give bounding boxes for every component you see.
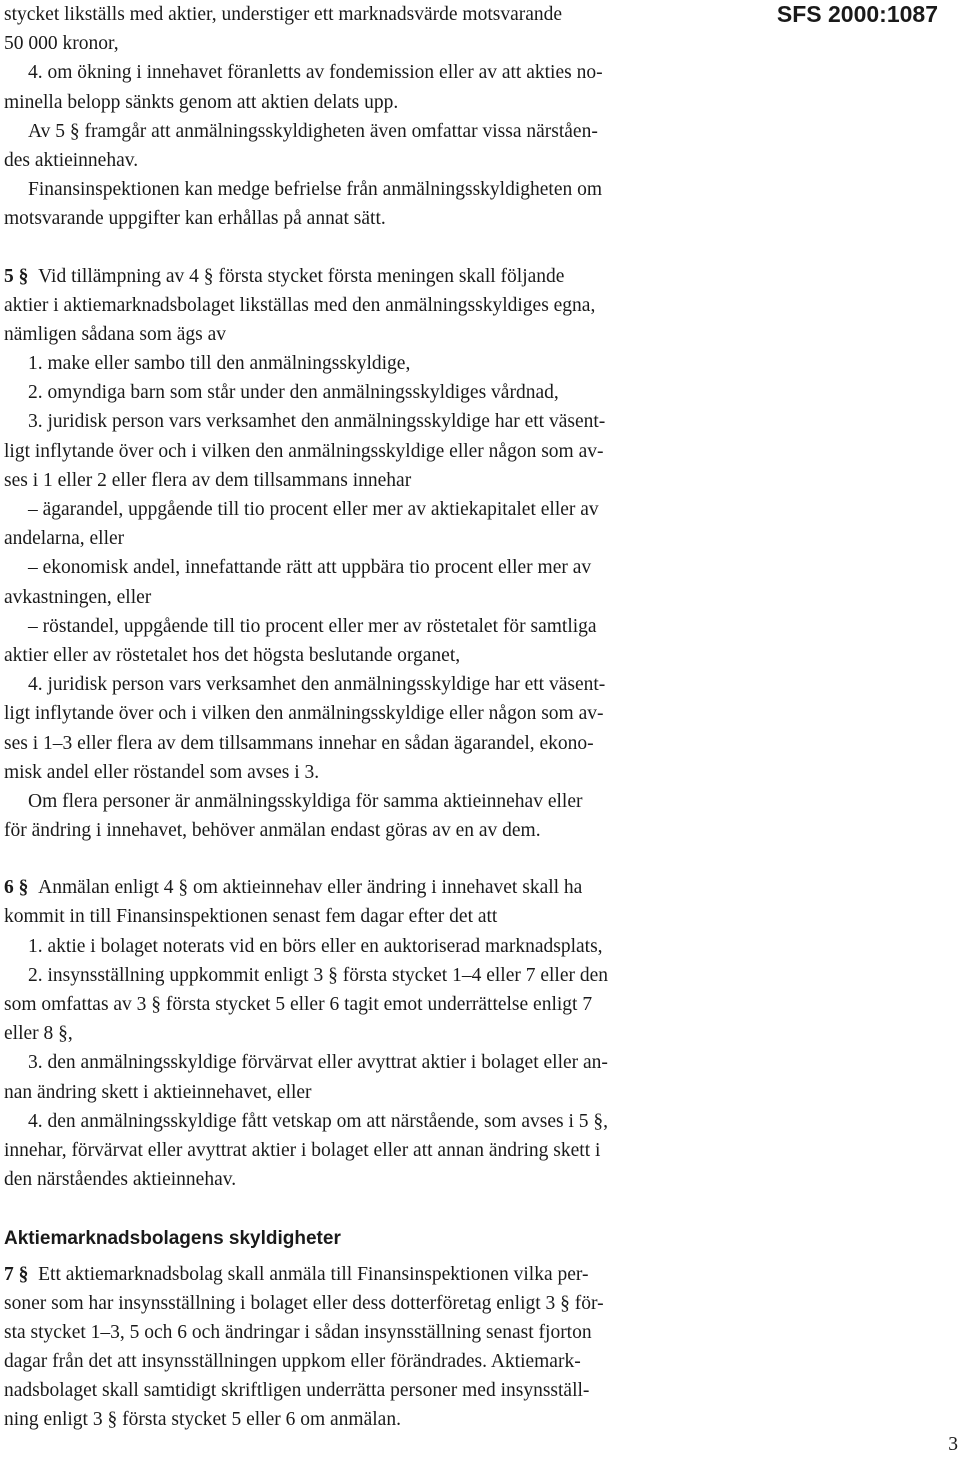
text-line: ligt inflytande över och i vilken den anmälningsskyldige eller någon som av- — [4, 703, 604, 725]
list-item: 1. aktie i bolaget noterats vid en börs eller en auktoriserad marknadsplats, — [28, 935, 603, 957]
text-line: nan ändring skett i aktieinnehavet, eller — [4, 1081, 312, 1103]
text-line: den närståendes aktieinnehav. — [4, 1169, 237, 1191]
text-line: sta stycket 1–3, 5 och 6 och ändringar i sådan insynsställning senast fjorton — [4, 1321, 592, 1343]
section-text: Anmälan enligt 4 § om aktieinnehav eller ändring i innehavet skall ha — [38, 877, 583, 899]
text-line: kommit in till Finansinspektionen senast fem dagar efter det att — [4, 906, 498, 928]
text-line: nadsbolaget skall samtidigt skriftligen underrätta personer med insynsställ- — [4, 1380, 590, 1402]
text-line: dagar från det att insynsställningen uppkom eller förändrades. Aktiemark- — [4, 1351, 581, 1373]
section-5-first-line — [4, 262, 738, 291]
section-number: 5 § — [4, 265, 29, 287]
section-text: Vid tillämpning av 4 § första stycket första meningen skall följande — [38, 265, 565, 287]
page-number: 3 — [948, 1434, 958, 1455]
section-number: 6 § — [4, 877, 29, 899]
text-line: 50 000 kronor, — [4, 33, 119, 55]
section-text: Ett aktiemarknadsbolag skall anmäla till Finansinspektionen vilka per- — [38, 1263, 589, 1285]
section-7-first-line — [4, 1260, 738, 1289]
text-line: motsvarande uppgifter kan erhållas på annat sätt. — [4, 208, 386, 230]
list-item: 4. juridisk person vars verksamhet den anmälningsskyldige har ett väsent- — [28, 674, 606, 696]
text-line: andelarna, eller — [4, 528, 125, 550]
paragraph-line: Om flera personer är anmälningsskyldiga för samma aktieinnehav eller — [28, 790, 583, 812]
text-line: stycket likställs med aktier, understiger ett marknadsvärde motsvarande — [4, 4, 563, 25]
text-line: eller 8 §, — [4, 1023, 73, 1045]
document-body — [4, 0, 738, 1435]
text-line: ning enligt 3 § första stycket 5 eller 6 om anmälan. — [4, 1409, 401, 1431]
text-line: ses i 1–3 eller flera av dem tillsammans innehar en sådan ägarandel, ekono- — [4, 732, 594, 754]
dash-item: – ekonomisk andel, innefattande rätt att uppbära tio procent eller mer av — [28, 557, 592, 579]
list-item: 3. den anmälningsskyldige förvärvat eller avyttrat aktier i bolaget eller an- — [28, 1052, 608, 1074]
list-item: 2. omyndiga barn som står under den anmälningsskyldiges vårdnad, — [28, 382, 559, 404]
paragraph-line: Finansinspektionen kan medge befrielse från anmälningsskyldigheten om — [28, 179, 603, 201]
text-line: minella belopp sänkts genom att aktien delats upp. — [4, 91, 399, 113]
text-line: för ändring i innehavet, behöver anmälan endast göras av en av dem. — [4, 820, 541, 842]
text-line: misk andel eller röstandel som avses i 3. — [4, 761, 320, 783]
text-line: ligt inflytande över och i vilken den anmälningsskyldige eller någon som av- — [4, 440, 604, 462]
text-line: aktier eller av röstetalet hos det högsta beslutande organet, — [4, 644, 461, 666]
text-line: innehar, förvärvat eller avyttrat aktier i bolaget eller att annan ändring skett i — [4, 1139, 601, 1161]
text-line: avkastningen, eller — [4, 586, 152, 608]
text-line: aktier i aktiemarknadsbolaget likställas med den anmälningsskyldiges egna, — [4, 294, 596, 316]
list-item: 2. insynsställning uppkommit enligt 3 § första stycket 1–4 eller 7 eller den — [28, 964, 609, 986]
section-heading: Aktiemarknadsbolagens skyldigheter — [4, 1228, 341, 1250]
section-number: 7 § — [4, 1263, 29, 1285]
list-item: 1. make eller sambo till den anmälningsskyldige, — [28, 353, 411, 375]
list-item: 3. juridisk person vars verksamhet den anmälningsskyldige har ett väsent- — [28, 411, 606, 433]
text-line: soner som har insynsställning i bolaget eller dess dotterföretag enligt 3 § för- — [4, 1292, 604, 1314]
text-line: des aktieinnehav. — [4, 149, 139, 171]
paragraph-line: Av 5 § framgår att anmälningsskyldigheten även omfattar vissa närståen- — [28, 120, 598, 142]
list-item: 4. om ökning i innehavet föranletts av fondemission eller av att akties no- — [28, 62, 603, 84]
text-line: ses i 1 eller 2 eller flera av dem tillsammans innehar — [4, 469, 412, 491]
section-6-first-line — [4, 873, 738, 902]
sfs-number-header: SFS 2000:1087 — [776, 1, 938, 27]
dash-item: – ägarandel, uppgående till tio procent eller mer av aktiekapitalet eller av — [28, 499, 599, 520]
text-line: som omfattas av 3 § första stycket 5 eller 6 tagit emot underrättelse enligt 7 — [4, 994, 593, 1015]
list-item: 4. den anmälningsskyldige fått vetskap om att närstående, som avses i 5 §, — [28, 1110, 609, 1132]
text-line: nämligen sådana som ägs av — [4, 323, 227, 345]
dash-item: – röstandel, uppgående till tio procent eller mer av röstetalet för samtliga — [28, 615, 597, 637]
